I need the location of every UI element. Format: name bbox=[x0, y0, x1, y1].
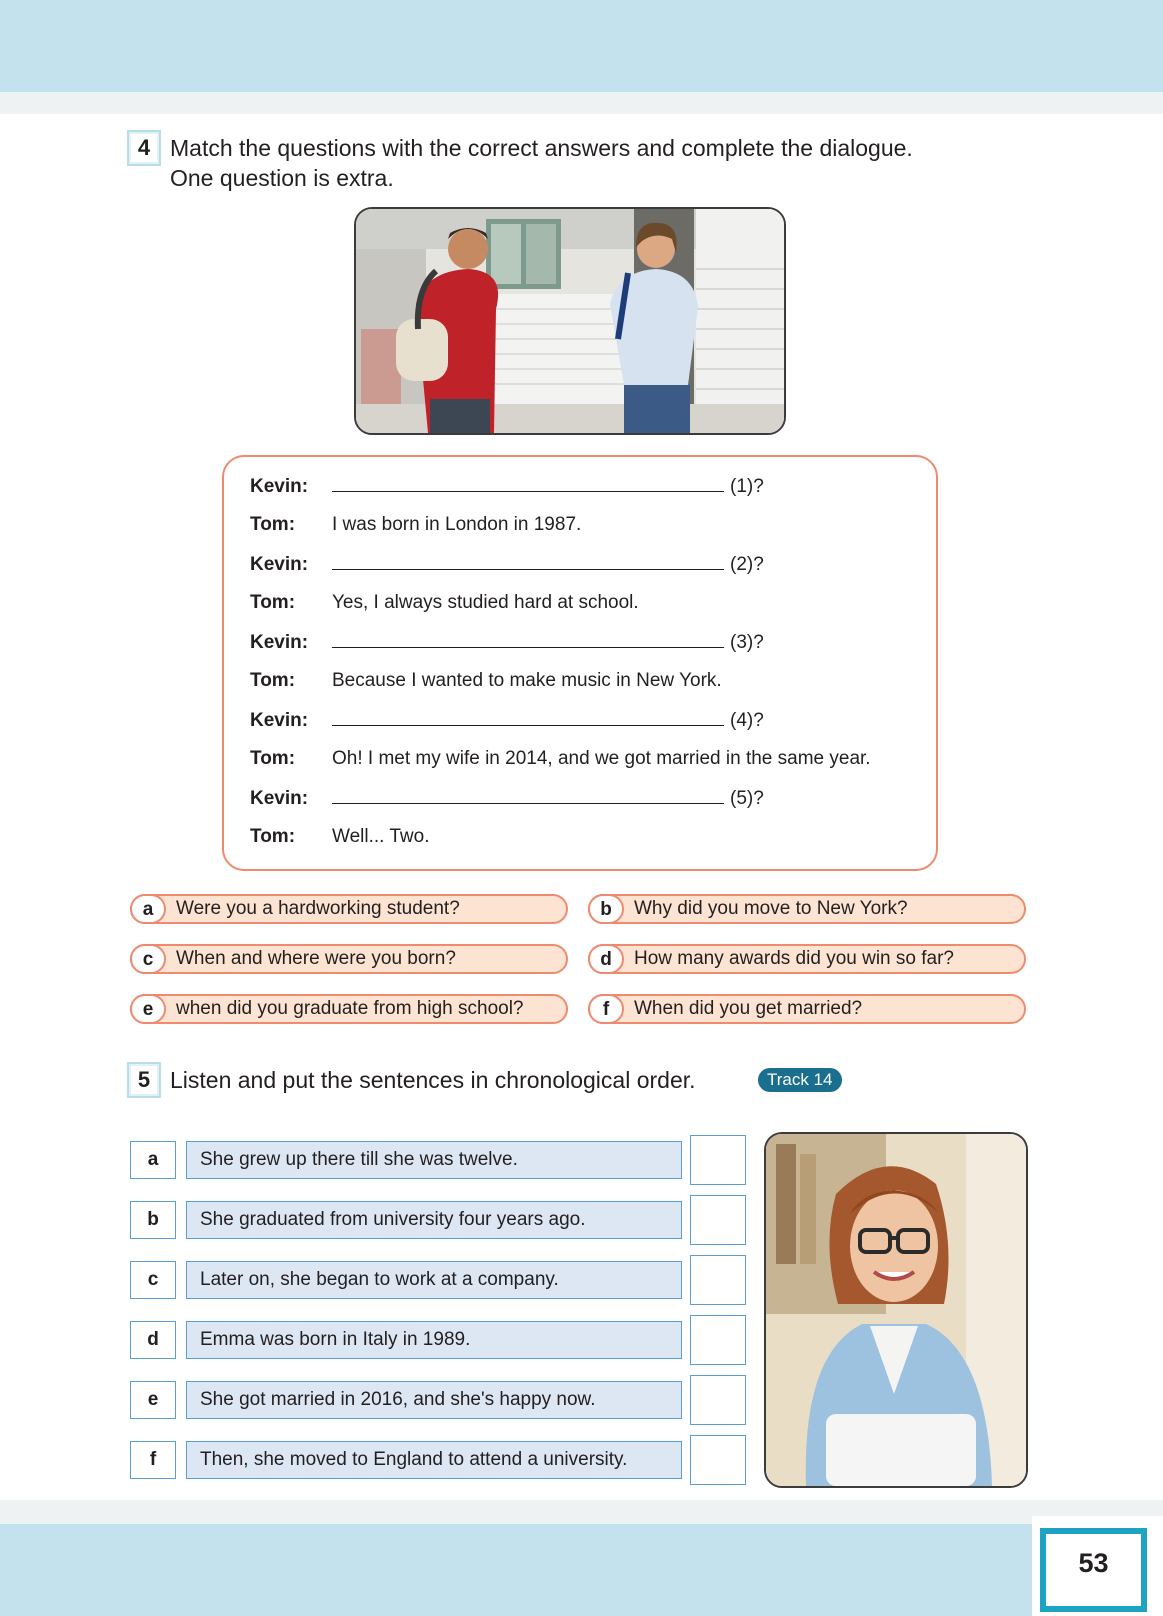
sentence-b: She graduated from university four years ago. bbox=[186, 1201, 682, 1239]
dialogue-speaker: Kevin: bbox=[250, 710, 309, 731]
dialogue-line-10 bbox=[250, 824, 430, 850]
dialogue-speaker: Kevin: bbox=[250, 554, 309, 575]
dialogue-speaker: Kevin: bbox=[250, 632, 309, 653]
blank-label: (4)? bbox=[730, 710, 764, 731]
order-answer-box-f[interactable] bbox=[690, 1435, 746, 1485]
answer-blank-5[interactable] bbox=[332, 785, 724, 804]
option-letter: d bbox=[588, 944, 624, 974]
dialogue-line-3 bbox=[250, 551, 764, 578]
order-answer-box-e[interactable] bbox=[690, 1375, 746, 1425]
footer-band bbox=[0, 1524, 1163, 1616]
dialogue-line-6 bbox=[250, 668, 722, 694]
sentence-letter-e: e bbox=[130, 1381, 176, 1419]
option-text: When and where were you born? bbox=[176, 948, 456, 969]
question-option-e[interactable] bbox=[130, 994, 568, 1024]
question-option-c[interactable] bbox=[130, 944, 568, 974]
sentence-f: Then, she moved to England to attend a university. bbox=[186, 1441, 682, 1479]
dialogue-speaker: Tom: bbox=[250, 592, 296, 613]
blank-label: (1)? bbox=[730, 476, 764, 497]
sentence-letter-b: b bbox=[130, 1201, 176, 1239]
exercise-5-number: 5 bbox=[127, 1062, 161, 1098]
two-men-photo bbox=[354, 207, 786, 435]
option-text: When did you get married? bbox=[634, 998, 863, 1019]
dialogue-box bbox=[222, 455, 938, 871]
exercise-4-number: 4 bbox=[127, 130, 161, 166]
option-letter: f bbox=[588, 994, 624, 1024]
question-option-b[interactable] bbox=[588, 894, 1026, 924]
blank-label: (5)? bbox=[730, 788, 764, 809]
dialogue-text: Because I wanted to make music in New York. bbox=[332, 670, 722, 691]
dialogue-line-9 bbox=[250, 785, 764, 812]
sentence-letter-a: a bbox=[130, 1141, 176, 1179]
question-option-f[interactable] bbox=[588, 994, 1026, 1024]
footer-strip bbox=[0, 1500, 1163, 1524]
blank-label: (3)? bbox=[730, 632, 764, 653]
woman-photo bbox=[764, 1132, 1028, 1488]
dialogue-speaker: Tom: bbox=[250, 826, 296, 847]
order-answer-box-a[interactable] bbox=[690, 1135, 746, 1185]
exercise-4-instruction bbox=[170, 133, 913, 193]
sentence-e: She got married in 2016, and she's happy now. bbox=[186, 1381, 682, 1419]
two-men-illustration bbox=[356, 209, 784, 433]
answer-blank-3[interactable] bbox=[332, 629, 724, 648]
answer-blank-4[interactable] bbox=[332, 707, 724, 726]
dialogue-text: Yes, I always studied hard at school. bbox=[332, 592, 639, 613]
dialogue-text: I was born in London in 1987. bbox=[332, 514, 582, 535]
dialogue-speaker: Tom: bbox=[250, 748, 296, 769]
order-answer-box-d[interactable] bbox=[690, 1315, 746, 1365]
audio-track-badge[interactable]: Track 14 bbox=[758, 1068, 842, 1092]
dialogue-speaker: Kevin: bbox=[250, 476, 309, 497]
header-strip bbox=[0, 92, 1163, 114]
question-option-d[interactable] bbox=[588, 944, 1026, 974]
sentence-letter-d: d bbox=[130, 1321, 176, 1359]
page-number: 53 bbox=[1040, 1528, 1147, 1612]
woman-illustration bbox=[766, 1134, 1026, 1486]
page-number-area bbox=[1032, 1516, 1163, 1616]
sentence-d: Emma was born in Italy in 1989. bbox=[186, 1321, 682, 1359]
order-answer-box-b[interactable] bbox=[690, 1195, 746, 1245]
option-letter: c bbox=[130, 944, 166, 974]
answer-blank-2[interactable] bbox=[332, 551, 724, 570]
option-text: Were you a hardworking student? bbox=[176, 898, 460, 919]
dialogue-text: Oh! I met my wife in 2014, and we got married in the same year. bbox=[332, 748, 871, 769]
dialogue-line-4 bbox=[250, 590, 639, 616]
sentence-c: Later on, she began to work at a company. bbox=[186, 1261, 682, 1299]
option-letter: e bbox=[130, 994, 166, 1024]
question-option-a[interactable] bbox=[130, 894, 568, 924]
exercise-5-instruction: Listen and put the sentences in chronological order. bbox=[170, 1067, 696, 1093]
option-letter: a bbox=[130, 894, 166, 924]
order-answer-box-c[interactable] bbox=[690, 1255, 746, 1305]
dialogue-line-7 bbox=[250, 707, 764, 734]
dialogue-line-2 bbox=[250, 512, 581, 538]
sentence-letter-c: c bbox=[130, 1261, 176, 1299]
dialogue-line-1 bbox=[250, 473, 764, 500]
exercise-4-instruction-line1: Match the questions with the correct answers and complete the dialogue. bbox=[170, 135, 913, 161]
option-text: Why did you move to New York? bbox=[634, 898, 908, 919]
dialogue-text: Well... Two. bbox=[332, 826, 430, 847]
sentence-a: She grew up there till she was twelve. bbox=[186, 1141, 682, 1179]
option-letter: b bbox=[588, 894, 624, 924]
sentence-letter-f: f bbox=[130, 1441, 176, 1479]
blank-label: (2)? bbox=[730, 554, 764, 575]
dialogue-line-8 bbox=[250, 746, 871, 772]
dialogue-speaker: Kevin: bbox=[250, 788, 309, 809]
option-text: when did you graduate from high school? bbox=[176, 998, 524, 1019]
answer-blank-1[interactable] bbox=[332, 473, 724, 492]
option-text: How many awards did you win so far? bbox=[634, 948, 954, 969]
exercise-4-instruction-line2: One question is extra. bbox=[170, 165, 394, 191]
dialogue-speaker: Tom: bbox=[250, 514, 296, 535]
dialogue-line-5 bbox=[250, 629, 764, 656]
dialogue-speaker: Tom: bbox=[250, 670, 296, 691]
header-band bbox=[0, 0, 1163, 92]
